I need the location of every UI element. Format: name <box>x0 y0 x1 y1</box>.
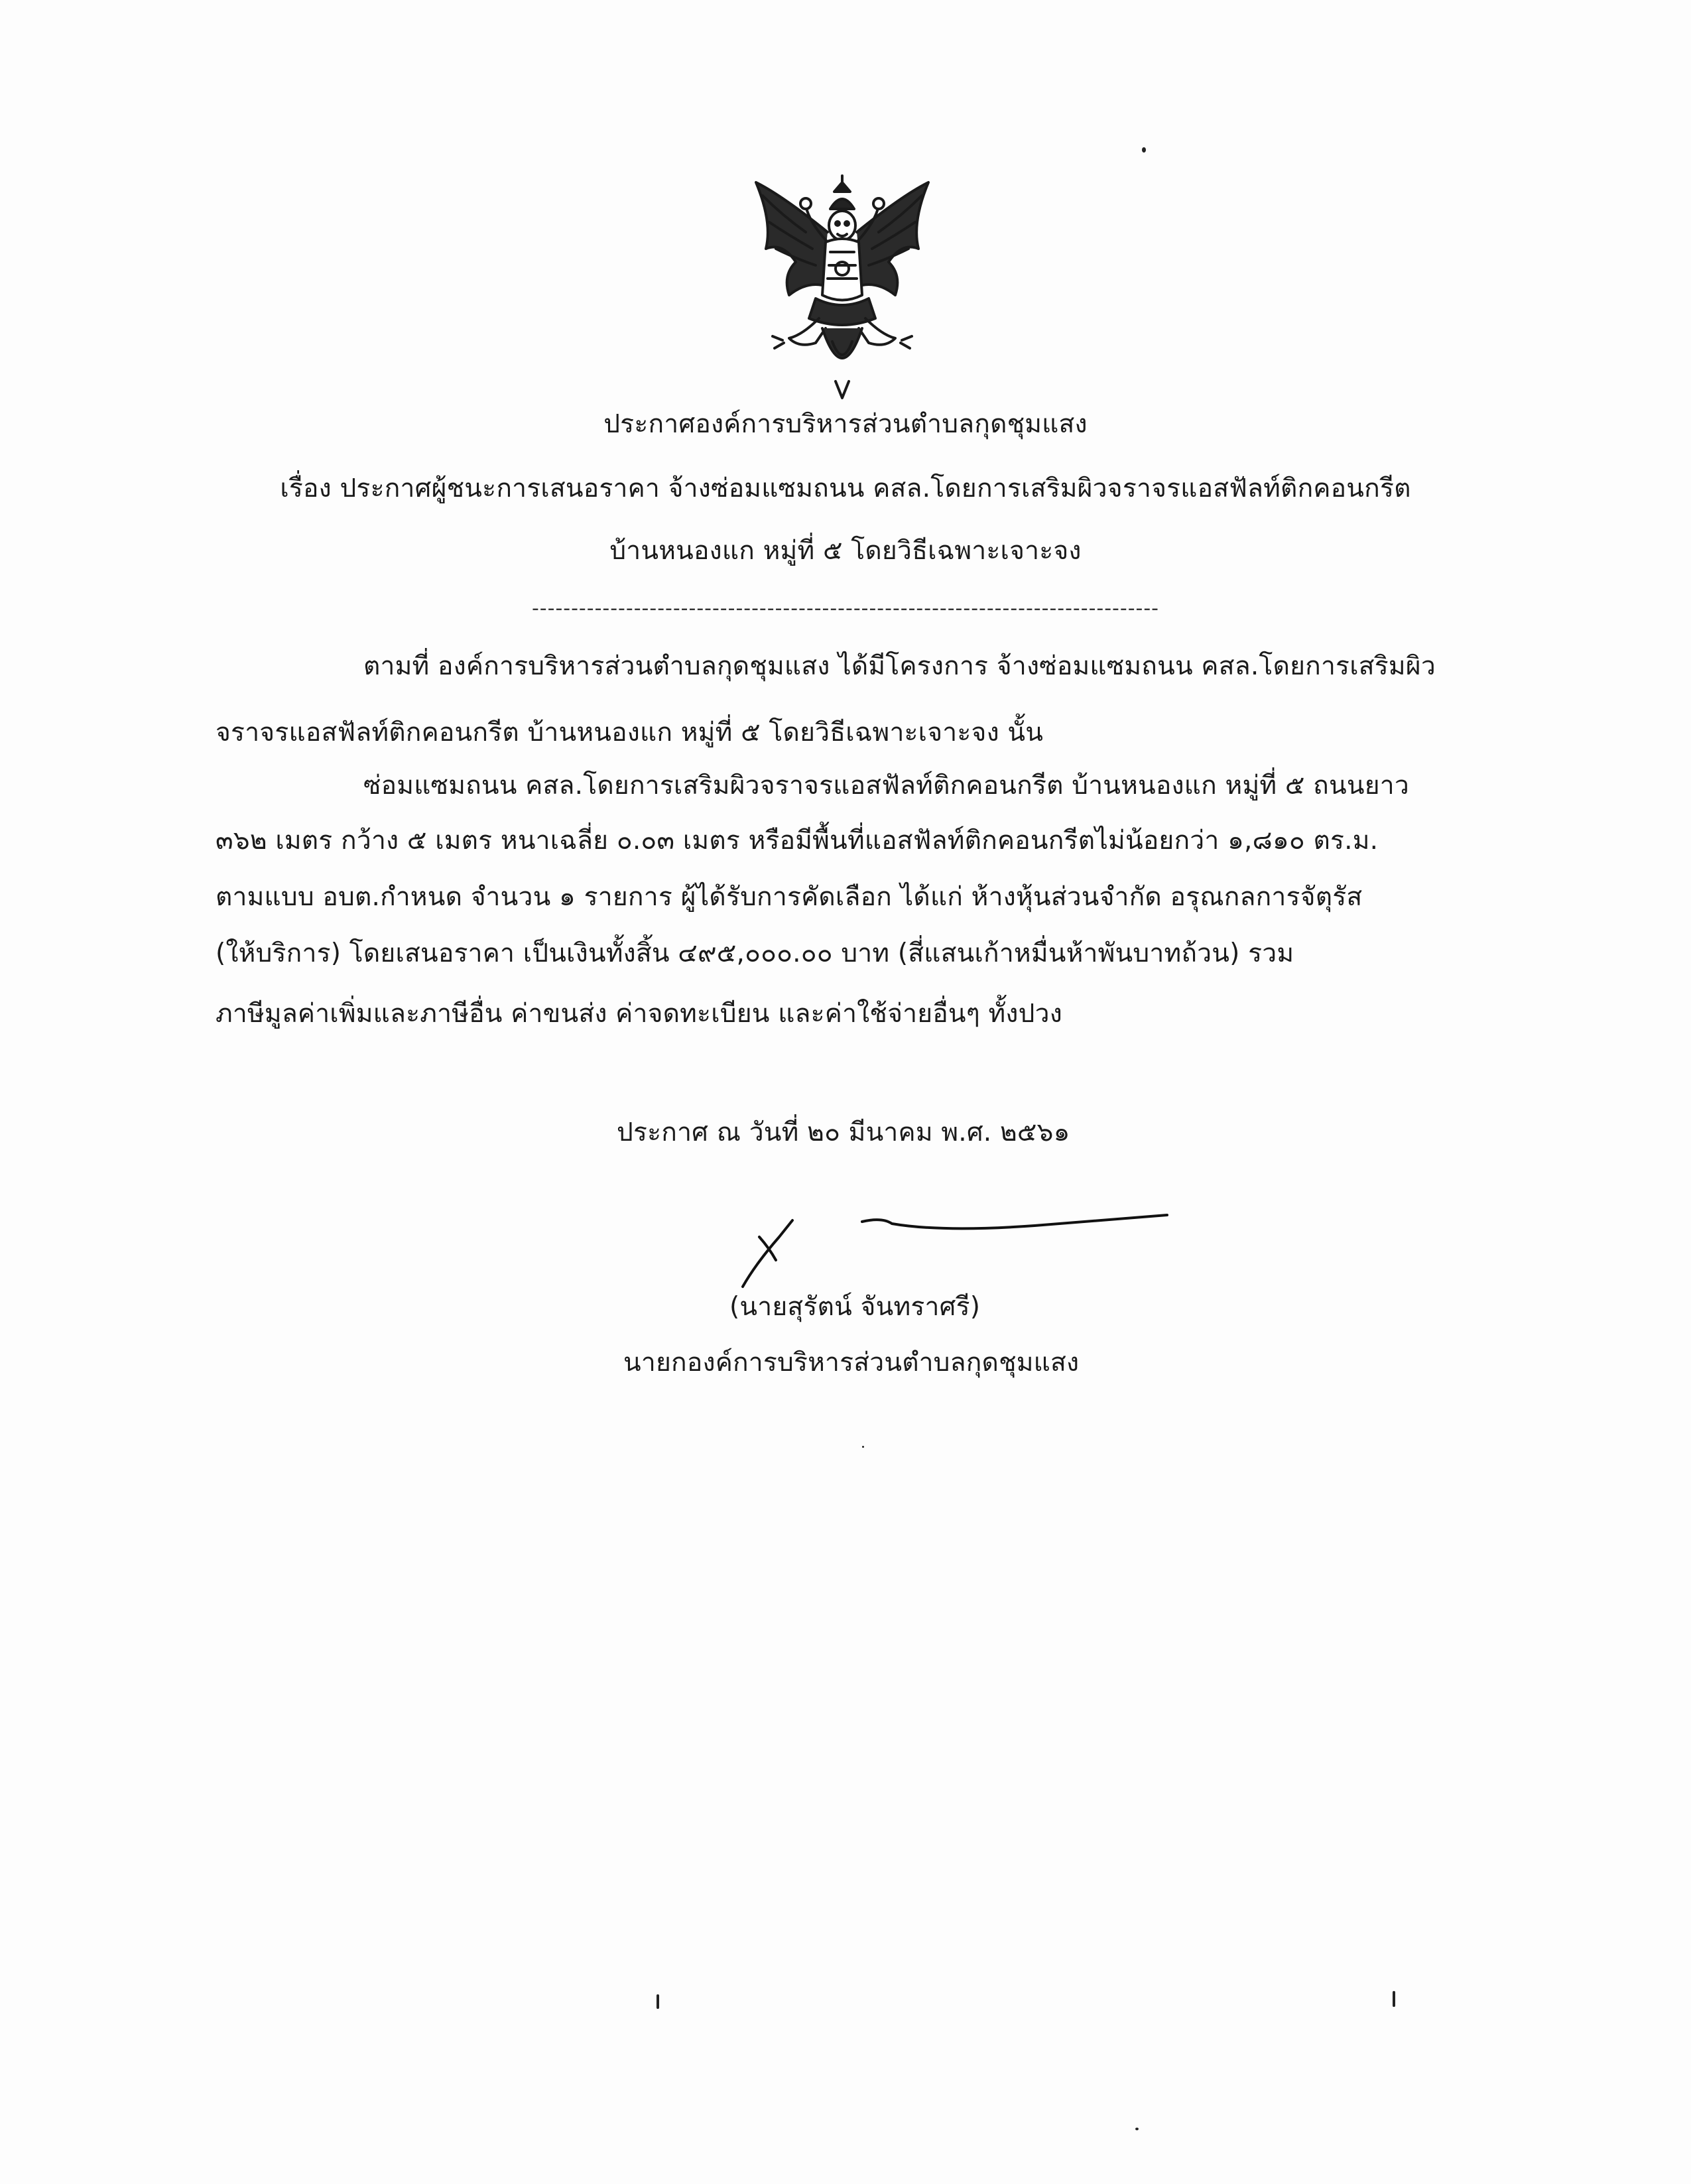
paragraph-1-line-1: ตามที่ องค์การบริหารส่วนตำบลกุดชุมแสง ได้มีโครงการ จ้างซ่อมแซมถนน คสล.โดยการเสริมผิว <box>363 651 1436 681</box>
paragraph-1-line-2: จราจรแอสฟัลท์ติกคอนกรีต บ้านหนองแก หมู่ที่ ๕ โดยวิธีเฉพาะเจาะจง นั้น <box>216 718 1044 747</box>
paragraph-2-line-3: ตามแบบ อบต.กำหนด จำนวน ๑ รายการ ผู้ได้รับการคัดเลือก ได้แก่ ห้างหุ้นส่วนจำกัด อรุณกลการจัตุรัส <box>216 882 1363 912</box>
announcement-date: ประกาศ ณ วันที่ ๒๐ มีนาคม พ.ศ. ๒๕๖๑ <box>617 1118 1070 1147</box>
scan-speck <box>657 1994 659 2009</box>
signer-position: นายกองค์การบริหารส่วนตำบลกุดชุมแสง <box>623 1348 1080 1378</box>
paragraph-2-line-5: ภาษีมูลค่าเพิ่มและภาษีอื่น ค่าขนส่ง ค่าจดทะเบียน และค่าใช้จ่ายอื่นๆ ทั้งปวง <box>216 999 1062 1029</box>
paragraph-2-line-4: (ให้บริการ) โดยเสนอราคา เป็นเงินทั้งสิ้น ๔๙๕,๐๐๐.๐๐ บาท (สี่แสนเก้าหมื่นห้าพันบาทถ้วน) รวม <box>216 938 1294 968</box>
announcement-subject-continued: บ้านหนองแก หมู่ที่ ๕ โดยวิธีเฉพาะเจาะจง <box>609 536 1082 566</box>
announcement-title: ประกาศองค์การบริหารส่วนตำบลกุดชุมแสง <box>603 409 1088 439</box>
handwritten-signature <box>729 1200 1194 1300</box>
scan-speck <box>1135 2128 1139 2130</box>
signer-name: (นายสุรัตน์ จันทราศรี) <box>729 1292 981 1322</box>
garuda-emblem-icon <box>743 169 942 401</box>
scan-speck <box>862 1446 864 1448</box>
title-divider: -------------------------------------------------------------------------------- <box>531 597 1159 620</box>
scan-speck <box>1142 147 1146 153</box>
paragraph-2-line-1: ซ่อมแซมถนน คสล.โดยการเสริมผิวจราจรแอสฟัลท์ติกคอนกรีต บ้านหนองแก หมู่ที่ ๕ ถนนยาว <box>363 771 1409 801</box>
scan-speck <box>1393 1991 1395 2007</box>
announcement-subject: เรื่อง ประกาศผู้ชนะการเสนอราคา จ้างซ่อมแซมถนน คสล.โดยการเสริมผิวจราจรแอสฟัลท์ติกคอนกรีต <box>280 474 1411 503</box>
paragraph-2-line-2: ๓๖๒ เมตร กว้าง ๕ เมตร หนาเฉลี่ย ๐.๐๓ เมตร หรือมีพื้นที่แอสฟัลท์ติกคอนกรีตไม่น้อยกว่า ๑,๘๑๐ ตร.ม. <box>216 826 1379 856</box>
